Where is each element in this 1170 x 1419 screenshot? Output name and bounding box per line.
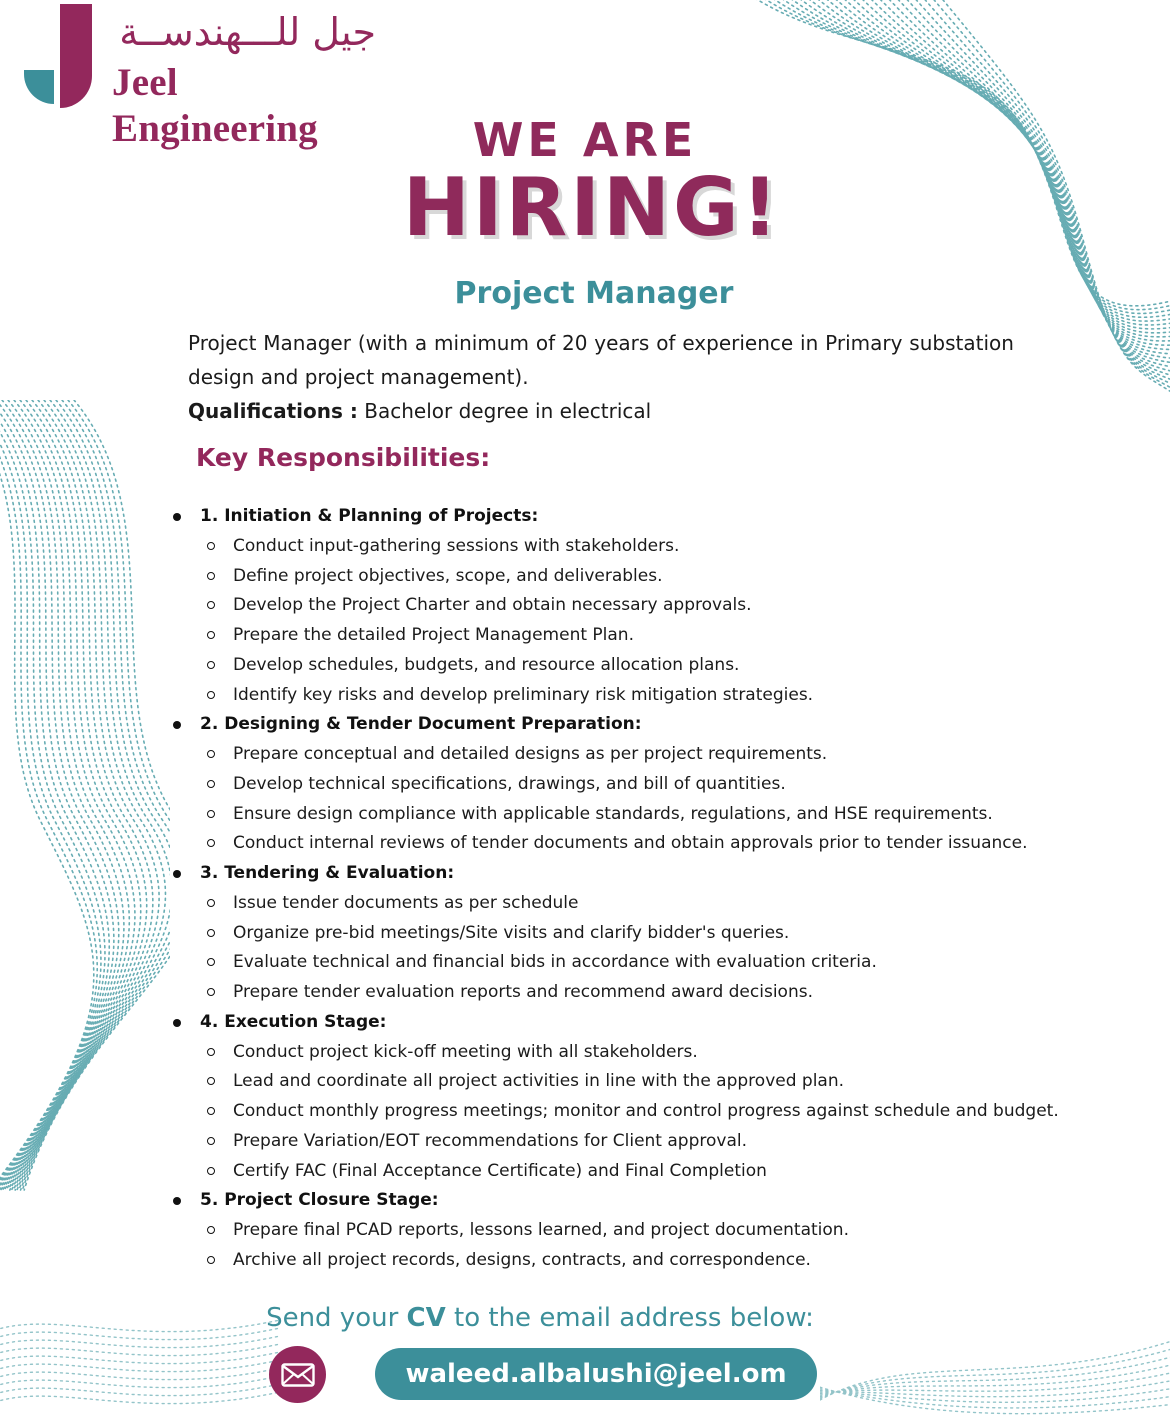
- mail-button[interactable]: [269, 1346, 326, 1403]
- description-word: (with: [357, 331, 409, 355]
- wave-line: [0, 400, 97, 1190]
- qualifications-value: Bachelor degree in electrical: [357, 399, 652, 423]
- list-item: Conduct input-gathering sessions with stakeholders.: [170, 532, 1070, 562]
- list-item: Conduct internal reviews of tender documents and obtain approvals prior to tender issuance.: [170, 829, 1070, 859]
- wave-line: [820, 1364, 1170, 1395]
- wave-line: [820, 1380, 1170, 1397]
- description-word: in: [800, 331, 819, 355]
- section-title: 2. Designing & Tender Document Preparation:: [170, 710, 1070, 740]
- description-word: substation: [909, 331, 1014, 355]
- wave-line: [0, 1344, 280, 1356]
- list-item: Develop schedules, budgets, and resource allocation plans.: [170, 651, 1070, 681]
- responsibility-section: [170, 1008, 1070, 1187]
- wave-line: [820, 1389, 1170, 1408]
- list-item: Prepare final PCAD reports, lessons learned, and project documentation.: [170, 1216, 1070, 1246]
- wave-line: [0, 1384, 280, 1396]
- qualifications: [188, 394, 1014, 428]
- wave-line: [21, 400, 170, 1190]
- wave-line: [17, 400, 170, 1190]
- description-word: experience: [682, 331, 794, 355]
- list-item: Identify key risks and develop preliminary risk mitigation strategies.: [170, 681, 1070, 711]
- wave-line: [0, 400, 101, 1190]
- description-word: of: [535, 331, 556, 355]
- responsibility-section: [170, 1186, 1070, 1275]
- wave-line: [0, 400, 94, 1190]
- list-item: Organize pre-bid meetings/Site visits and clarify bidder's queries.: [170, 919, 1070, 949]
- wave-line: [4, 400, 129, 1190]
- key-responsibilities-heading: Key Responsibilities:: [196, 443, 491, 472]
- send-suffix: to the email address below:: [445, 1303, 814, 1333]
- wave-line: [820, 1388, 1170, 1402]
- wave-line: [0, 400, 105, 1190]
- send-cv-instruction: [0, 1296, 1080, 1340]
- section-title: 4. Execution Stage:: [170, 1008, 1070, 1038]
- wave-line: [0, 400, 114, 1190]
- description-word: a: [414, 331, 428, 355]
- wave-line: [15, 400, 165, 1190]
- section-title: 3. Tendering & Evaluation:: [170, 859, 1070, 889]
- description-word: Primary: [825, 331, 903, 355]
- wave-line: [0, 1352, 280, 1364]
- description-word: Manager: [263, 331, 351, 355]
- description-line-2: design and project management).: [188, 365, 529, 389]
- description-word: of: [656, 331, 676, 355]
- wave-line: [0, 1368, 280, 1380]
- wave-line: [0, 1360, 280, 1372]
- envelope-icon: [281, 1363, 315, 1387]
- wave-line: [8, 400, 141, 1190]
- wave-line: [820, 1348, 1170, 1398]
- logo-mark-icon: [24, 4, 96, 108]
- list-item: Prepare tender evaluation reports and recommend award decisions.: [170, 978, 1070, 1008]
- wave-line: [820, 1340, 1170, 1400]
- list-item: Conduct project kick-off meeting with all stakeholders.: [170, 1038, 1070, 1068]
- dotted-wave-bottom-right: [820, 1330, 1170, 1419]
- description-word: minimum: [434, 331, 529, 355]
- wave-line: [24, 400, 170, 1190]
- send-emphasis: CV: [406, 1303, 446, 1333]
- responsibility-section: [170, 859, 1070, 1008]
- list-item: Develop technical specifications, drawings, and bill of quantities.: [170, 770, 1070, 800]
- wave-line: [820, 1372, 1170, 1394]
- list-item: Lead and coordinate all project activities in line with the approved plan.: [170, 1067, 1070, 1097]
- job-description: [188, 326, 1014, 428]
- list-item: Prepare the detailed Project Management Plan.: [170, 621, 1070, 651]
- list-item: Conduct monthly progress meetings; monitor and control progress against schedule and budget.: [170, 1097, 1070, 1127]
- logo-latin-name: Jeel Engineering: [112, 61, 318, 150]
- list-item: Prepare Variation/EOT recommendations for Client approval.: [170, 1127, 1070, 1157]
- responsibility-section: [170, 502, 1070, 710]
- wave-line: [820, 1356, 1170, 1397]
- headline-we-are: WE ARE: [472, 113, 698, 167]
- wave-line: [2, 400, 124, 1190]
- wave-line: [13, 400, 159, 1190]
- qualifications-label: Qualifications :: [188, 399, 358, 423]
- list-item: Ensure design compliance with applicable standards, regulations, and HSE requirements.: [170, 800, 1070, 830]
- wave-line: [820, 1387, 1170, 1413]
- wave-line: [0, 1392, 280, 1404]
- wave-line: [10, 400, 147, 1190]
- section-title: 1. Initiation & Planning of Projects:: [170, 502, 1070, 532]
- wave-line: [0, 1376, 280, 1388]
- list-item: Archive all project records, designs, contracts, and correspondence.: [170, 1246, 1070, 1276]
- list-item: Develop the Project Charter and obtain necessary approvals.: [170, 591, 1070, 621]
- list-item: Define project objectives, scope, and deliverables.: [170, 562, 1070, 592]
- section-title: 5. Project Closure Stage:: [170, 1186, 1070, 1216]
- list-item: Evaluate technical and financial bids in accordance with evaluation criteria.: [170, 948, 1070, 978]
- send-prefix: Send your: [266, 1303, 407, 1333]
- wave-line: [0, 400, 119, 1190]
- company-logo: [24, 4, 384, 150]
- email-address-link[interactable]: waleed.albalushi@jeel.om: [375, 1348, 817, 1400]
- responsibilities-list: [170, 502, 1070, 1276]
- description-word: years: [594, 331, 650, 355]
- responsibility-section: [170, 710, 1070, 859]
- description-line-1: [188, 326, 1014, 360]
- job-title: Project Manager: [454, 276, 734, 311]
- description-word: 20: [561, 331, 588, 355]
- dotted-wave-left: [0, 400, 170, 1200]
- description-word: Project: [188, 331, 257, 355]
- headline-hiring: HIRING!: [402, 161, 782, 254]
- list-item: Prepare conceptual and detailed designs as per project requirements.: [170, 740, 1070, 770]
- wave-line: [0, 400, 109, 1190]
- list-item: Certify FAC (Final Acceptance Certificate) and Final Completion: [170, 1157, 1070, 1187]
- wave-line: [6, 400, 135, 1190]
- wave-line: [19, 400, 170, 1190]
- logo-arabic-name: جيل للـــهندســة: [119, 10, 376, 54]
- list-item: Issue tender documents as per schedule: [170, 889, 1070, 919]
- wave-line: [22, 400, 170, 1190]
- wave-line: [12, 400, 153, 1190]
